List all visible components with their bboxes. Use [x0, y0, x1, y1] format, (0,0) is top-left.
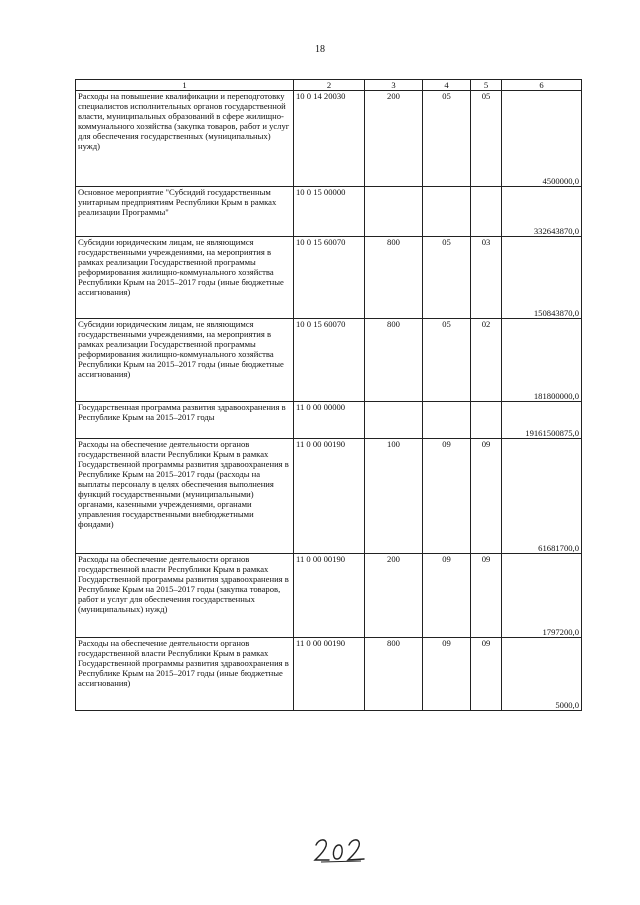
- table-row: [76, 91, 582, 187]
- table-row: [76, 237, 582, 319]
- row-code: 11 0 00 00000: [294, 402, 365, 439]
- row-description: Расходы на обеспечение деятельности органов государственной власти Республики Крым в рамках Государственной программы развития здравоохранения в Республике Крым на 2015–2017 годы (расходы на выплаты персоналу в целях обеспечения выполнения функций государственными (муниципальными) органами, казенными учреждениями, органами управления государственными внебюджетными фондами): [76, 439, 294, 554]
- row-section: 05: [423, 319, 471, 402]
- row-code: 11 0 00 00190: [294, 638, 365, 711]
- table-header-row: [76, 80, 582, 91]
- row-section: [423, 187, 471, 237]
- row-code: 10 0 15 60070: [294, 237, 365, 319]
- table-row: [76, 638, 582, 711]
- column-header: 5: [471, 80, 502, 91]
- row-section: 09: [423, 554, 471, 638]
- row-subsection: 05: [471, 91, 502, 187]
- row-amount: 5000,0: [502, 638, 582, 711]
- row-description: Расходы на обеспечение деятельности органов государственной власти Республики Крым в рамках Государственной программы развития здравоохранения в Республике Крым на 2015–2017 годы (закупка товаров, работ и услуг для обеспечения государственных (муниципальных) нужд): [76, 554, 294, 638]
- row-expense-type: 200: [365, 91, 423, 187]
- row-code: 11 0 00 00190: [294, 439, 365, 554]
- table-row: [76, 402, 582, 439]
- row-expense-type: [365, 187, 423, 237]
- row-expense-type: 800: [365, 319, 423, 402]
- row-amount: 61681700,0: [502, 439, 582, 554]
- row-expense-type: [365, 402, 423, 439]
- row-section: 09: [423, 439, 471, 554]
- page-number: 18: [315, 44, 325, 55]
- table-row: [76, 319, 582, 402]
- row-subsection: 09: [471, 638, 502, 711]
- row-subsection: 03: [471, 237, 502, 319]
- row-expense-type: 100: [365, 439, 423, 554]
- row-code: 11 0 00 00190: [294, 554, 365, 638]
- row-amount: 150843870,0: [502, 237, 582, 319]
- row-code: 10 0 15 60070: [294, 319, 365, 402]
- row-description: Основное мероприятие "Субсидий государственным унитарным предприятиям Республики Крым в рамках реализации Программы": [76, 187, 294, 237]
- row-code: 10 0 14 20030: [294, 91, 365, 187]
- row-subsection: 09: [471, 439, 502, 554]
- table-row: [76, 554, 582, 638]
- row-expense-type: 800: [365, 638, 423, 711]
- row-subsection: [471, 402, 502, 439]
- row-amount: 1797200,0: [502, 554, 582, 638]
- row-section: 05: [423, 91, 471, 187]
- column-header: 4: [423, 80, 471, 91]
- row-amount: 181800000,0: [502, 319, 582, 402]
- row-amount: 332643870,0: [502, 187, 582, 237]
- row-description: Субсидии юридическим лицам, не являющимся государственными учреждениями, на мероприятия в рамках реализации Государственной программы реформирования жилищно-коммунального хозяйства Республики Крым на 2015–2017 годы (иные бюджетные ассигнования): [76, 319, 294, 402]
- budget-table: [75, 79, 582, 711]
- row-description: Расходы на повышение квалификации и переподготовку специалистов исполнительных органов государственной власти, муниципальных образований в сфере жилищно-коммунального хозяйства (закупка товаров, работ и услуг для обеспечения государственных (муниципальных) нужд): [76, 91, 294, 187]
- row-section: [423, 402, 471, 439]
- row-section: 05: [423, 237, 471, 319]
- row-expense-type: 200: [365, 554, 423, 638]
- row-description: Расходы на обеспечение деятельности органов государственной власти Республики Крым в рамках Государственной программы развития здравоохранения в Республике Крым на 2015–2017 годы (иные бюджетные ассигнования): [76, 638, 294, 711]
- row-expense-type: 800: [365, 237, 423, 319]
- row-subsection: 02: [471, 319, 502, 402]
- row-subsection: [471, 187, 502, 237]
- row-description: Государственная программа развития здравоохранения в Республике Крым на 2015–2017 годы: [76, 402, 294, 439]
- row-description: Субсидии юридическим лицам, не являющимся государственными учреждениями, на мероприятия в рамках реализации Государственной программы реформирования жилищно-коммунального хозяйства Республики Крым на 2015–2017 годы (иные бюджетные ассигнования): [76, 237, 294, 319]
- row-section: 09: [423, 638, 471, 711]
- table-row: [76, 439, 582, 554]
- row-subsection: 09: [471, 554, 502, 638]
- handwritten-number-202: [313, 835, 365, 863]
- row-amount: 19161500875,0: [502, 402, 582, 439]
- column-header: 6: [502, 80, 582, 91]
- table-row: [76, 187, 582, 237]
- column-header: 1: [76, 80, 294, 91]
- row-code: 10 0 15 00000: [294, 187, 365, 237]
- row-amount: 4500000,0: [502, 91, 582, 187]
- column-header: 2: [294, 80, 365, 91]
- column-header: 3: [365, 80, 423, 91]
